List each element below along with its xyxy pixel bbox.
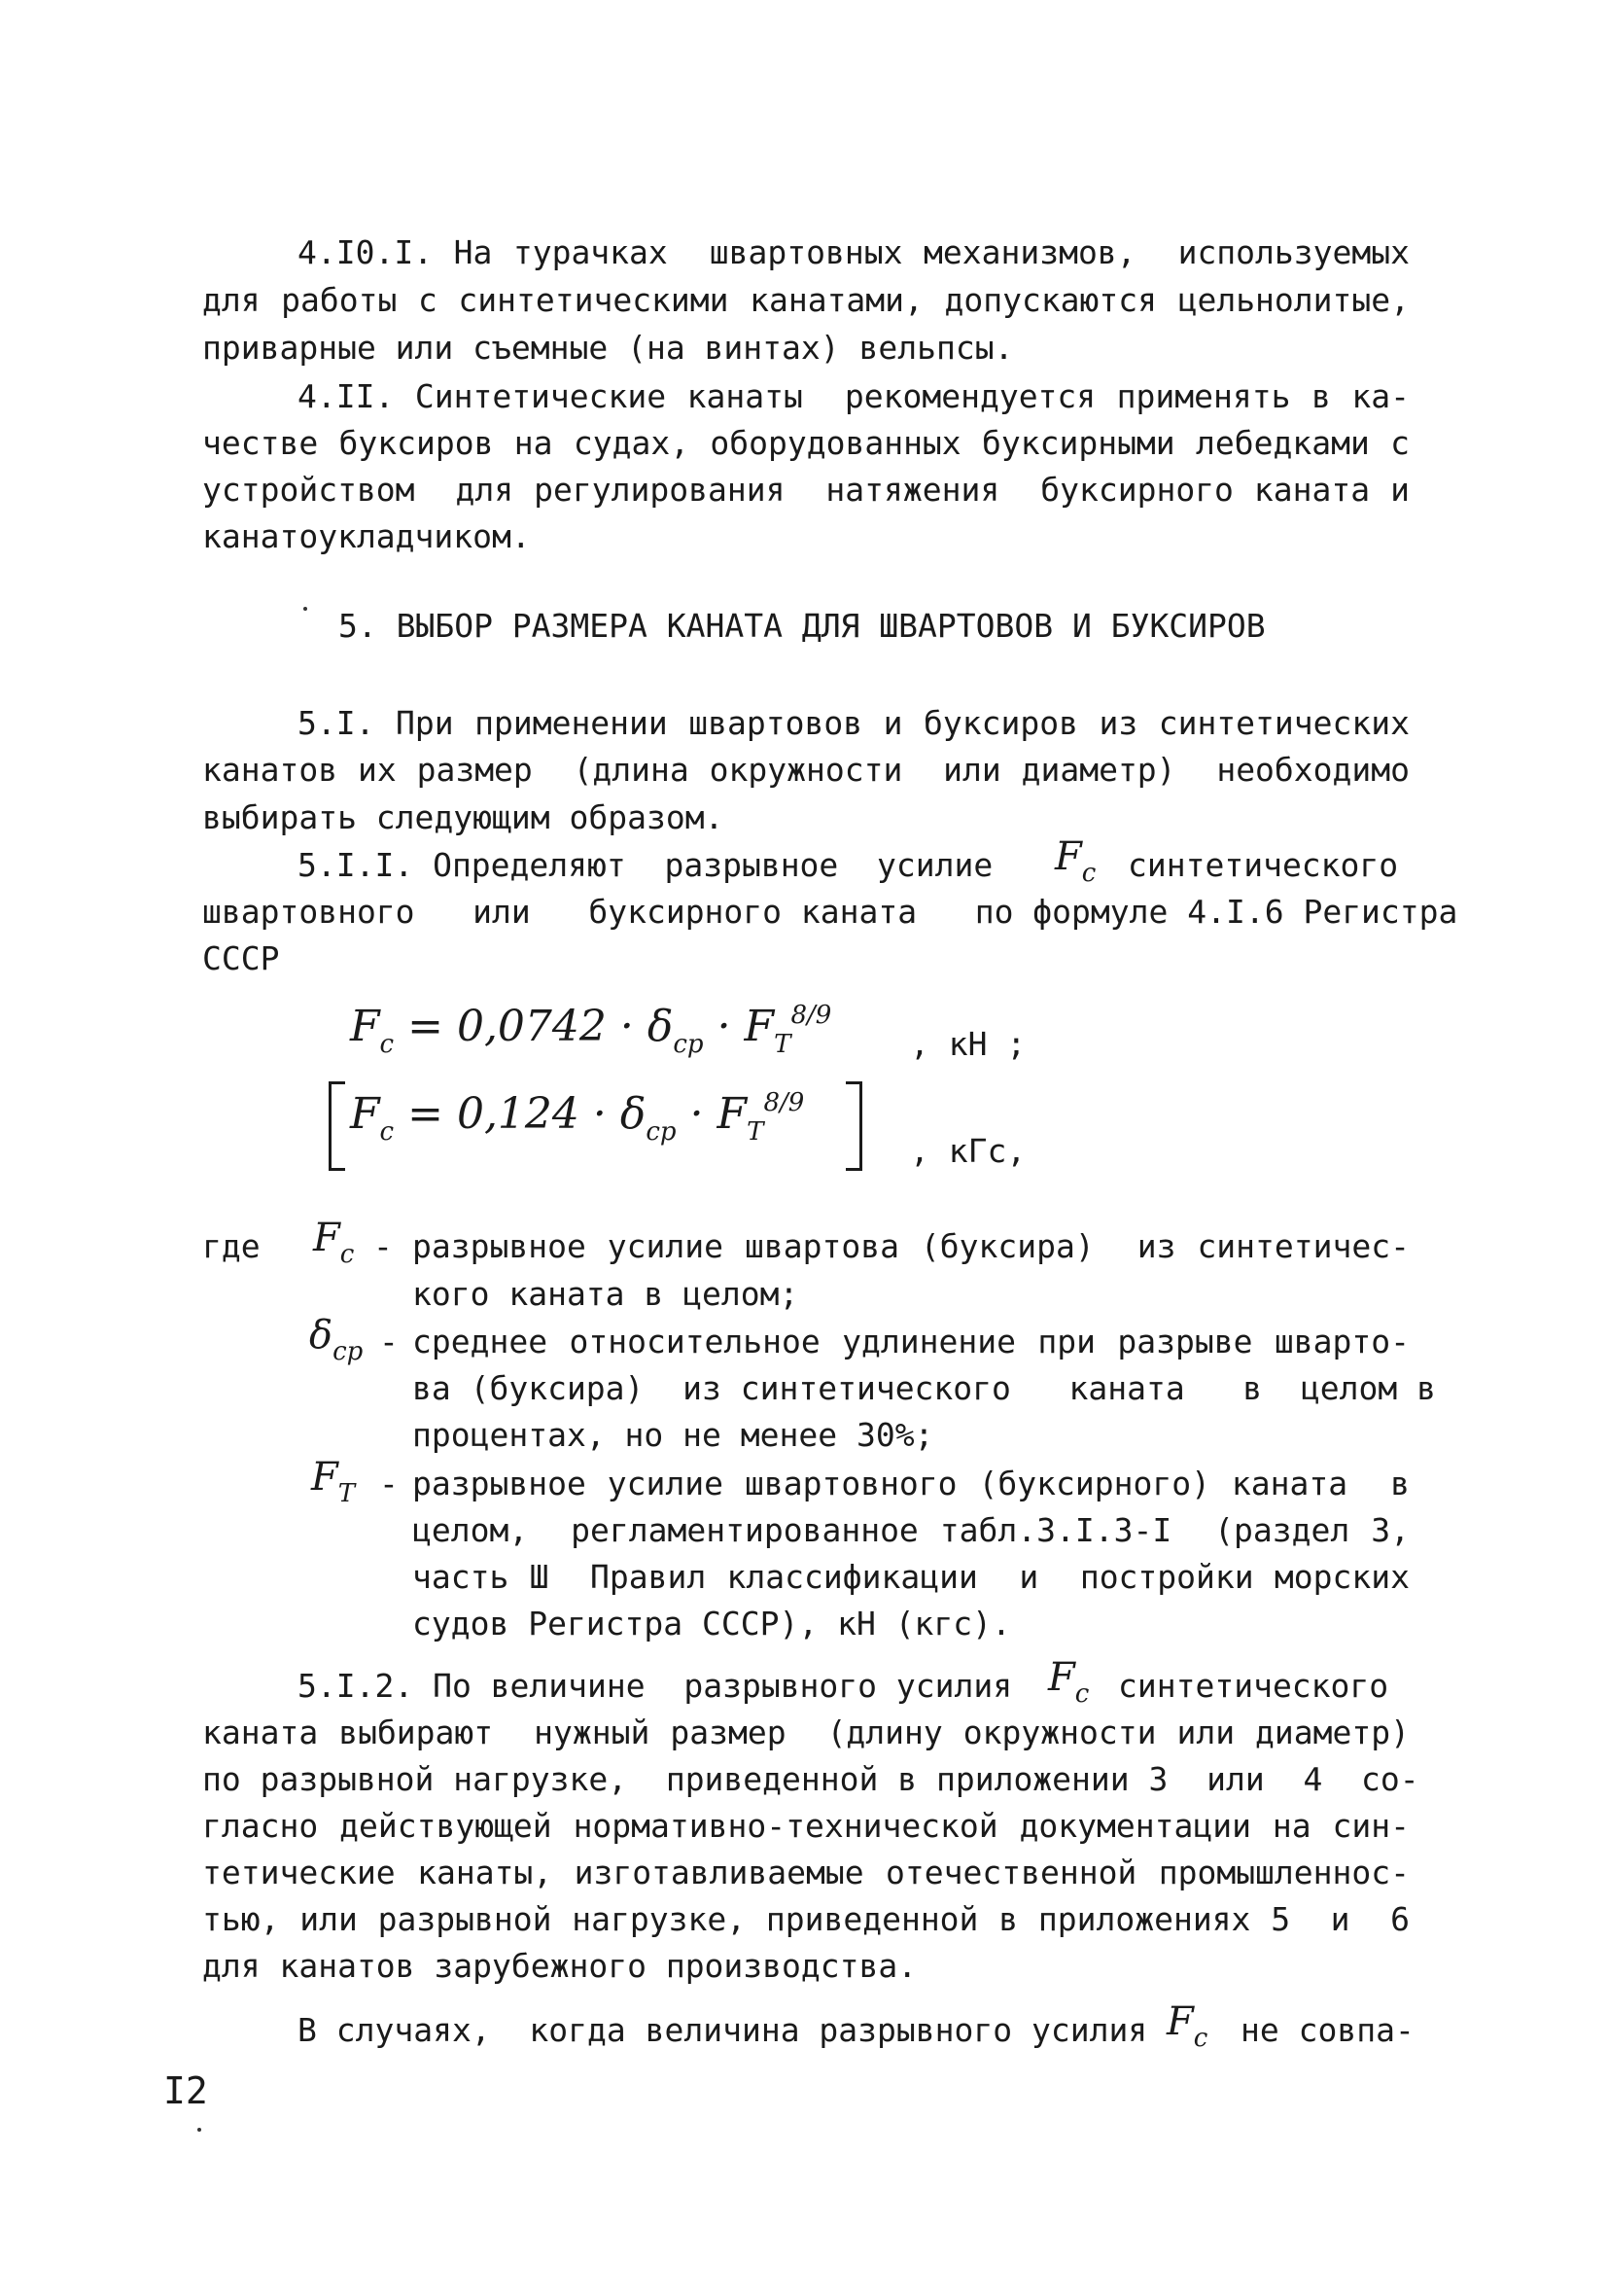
ft-definition-line-1: разрывное усилие швартовного (буксирного) каната в [412,1465,1410,1502]
ft-definition-line-4: судов Регистра СССР), кН (кгс). [412,1605,1011,1643]
paragraph-5-1-2-line-5: тетические канаты, изготавливаемые отечественной промышленнос- [202,1854,1410,1891]
where-label: где [202,1227,261,1265]
delta-cp-dash: - [379,1323,399,1360]
paragraph-5-1-2-line-3: по разрывной нагрузке, приведенной в приложении 3 или 4 со- [202,1760,1419,1798]
paragraph-4-11-line-4: канатоукладчиком. [202,517,531,555]
paragraph-5-1-line-2: канатов их размер (длина окружности или диаметр) необходимо [202,751,1410,789]
paragraph-4-10-1-line-2: для работы с синтетическими канатами, допускаются цельнолитые, [202,281,1410,319]
formula-2: $F_c = 0,124 \cdot \delta_{cp} \cdot F_T^{8/9}$ [350,1088,805,1147]
paragraph-5-1-2-line-2: каната выбирают нужный размер (длину окружности или диаметр) [202,1713,1410,1751]
ft-definition-line-2: целом, регламентированное табл.3.I.3-I (раздел 3, [412,1511,1410,1549]
formula-2-right-bracket [846,1081,862,1171]
fc-symbol-inline-1: $F_c$ [1055,834,1097,888]
margin-dot [303,607,307,611]
paragraph-4-10-1-line-1: 4.I0.I. На турачках швартовных механизмов, используемых [297,233,1410,271]
delta-cp-definition-line-3: процентах, но не менее 30%; [412,1416,934,1454]
paragraph-5-1-2-line-7: для канатов зарубежного производства. [202,1947,918,1985]
fc-definition-line-1: разрывное усилие швартова (буксира) из синтетичес- [412,1227,1410,1265]
paragraph-5-1-1-line-1-end: синтетического [1128,846,1399,884]
formula-1: $F_c = 0,0742 \cdot \delta_{cp} \cdot F_T^{8/9}$ [350,1001,832,1059]
paragraph-5-1-line-1: 5.I. При применении швартовов и буксиров из синтетических [297,704,1410,742]
fc-symbol-inline-2: $F_c$ [1048,1655,1090,1709]
ft-symbol: $F_T$ [311,1455,356,1508]
page-number: I2 [163,2069,208,2112]
ft-definition-line-3: часть Ш Правил классификации и постройки морских [412,1558,1410,1596]
paragraph-4-11-line-2: честве буксиров на судах, оборудованных буксирными лебедками с [202,424,1410,462]
formula-1-unit: , кН ; [910,1025,1027,1063]
paragraph-5-1-2-line-4: гласно действующей нормативно-технической документации на син- [202,1807,1410,1845]
delta-cp-symbol: $\delta_{cp}$ [309,1313,364,1366]
paragraph-5-1-2-line-1-start: 5.I.2. По величине разрывного усилия [297,1667,1013,1705]
footer-dot [197,2128,201,2132]
paragraph-4-11-line-1: 4.II. Синтетические канаты рекомендуется применять в ка- [297,377,1410,415]
paragraph-4-11-line-3: устройством для регулирования натяжения буксирного каната и [202,471,1410,509]
fc-symbol-inline-3: $F_c$ [1167,1999,1208,2053]
delta-cp-definition-line-1: среднее относительное удлинение при разрыве шварто- [412,1323,1410,1360]
last-paragraph-start: В случаях, когда величина разрывного усилия [297,2011,1148,2049]
ft-dash: - [379,1465,399,1502]
fc-dash: - [373,1227,393,1265]
section-5-title: 5. ВЫБОР РАЗМЕРА КАНАТА ДЛЯ ШВАРТОВОВ И БУКСИРОВ [338,607,1266,645]
paragraph-5-1-line-3: выбирать следующим образом. [202,798,724,836]
formula-2-unit: , кГс, [910,1132,1027,1170]
paragraph-4-10-1-line-3: приварные или съемные (на винтах) вельпсы. [202,329,1014,367]
last-paragraph-end: не совпа- [1241,2011,1415,2049]
paragraph-5-1-2-line-1-end: синтетического [1118,1667,1389,1705]
paragraph-5-1-2-line-6: тью, или разрывной нагрузке, приведенной в приложениях 5 и 6 [202,1900,1410,1938]
paragraph-5-1-1-line-3: СССР [202,939,280,977]
paragraph-5-1-1-line-2: швартовного или буксирного каната по формуле 4.I.6 Регистра [202,893,1458,931]
paragraph-5-1-1-line-1-start: 5.I.I. Определяют разрывное усилие [297,846,994,884]
fc-definition-line-2: кого каната в целом; [412,1275,799,1313]
delta-cp-definition-line-2: ва (буксира) из синтетического каната в целом в [412,1369,1436,1407]
fc-symbol: $F_c$ [313,1216,355,1269]
formula-2-left-bracket [329,1081,345,1171]
